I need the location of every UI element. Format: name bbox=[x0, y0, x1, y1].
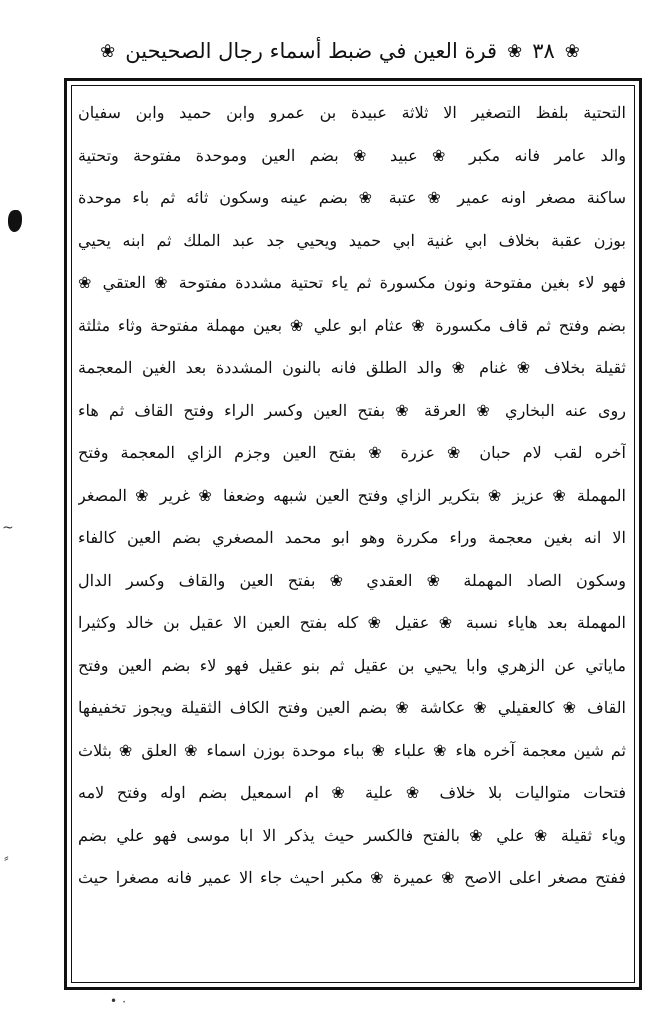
text-line: الا انه بغين معجمة وراء مكررة وهو ابو محمد المصغري بضم العين كالفاء bbox=[78, 528, 626, 547]
text-line: روى عنه البخاري ❀ العرقة ❀ بفتح العين وكسر الراء وفتح القاف ثم هاء bbox=[78, 400, 626, 420]
text-line: ثم شين معجمة آخره هاء ❀ علباء ❀ بباء موحدة بوزن اسماء ❀ العلق ❀ بثلاث bbox=[78, 740, 626, 760]
text-line: ماياتي عن الزهري وابا يحيي بن عقيل ثم بنو عقيل فهو لاء بضم العين وفتح bbox=[78, 655, 626, 675]
text-line: والد عامر فانه مكبر ❀ عبيد ❀ بضم العين وموحدة مفتوحة وتحتية bbox=[78, 145, 626, 165]
body-text bbox=[78, 92, 626, 984]
text-line: فتحات متواليات بلا خلاف ❀ علية ❀ ام اسمعيل بضم اوله وفتح لامه bbox=[78, 783, 626, 802]
page-title: قرة العين في ضبط أسماء رجال الصحيحين bbox=[125, 39, 498, 63]
text-line: وياء ثقيلة ❀ علي ❀ بالفتح فالكسر حيث يذكر الا ابا موسى فهو علي بضم bbox=[78, 825, 626, 845]
text-line: ساكنة مصغر اونه عمير ❀ عتبة ❀ بضم عينه وسكون ثائه ثم باء موحدة bbox=[78, 188, 626, 207]
text-line: فهو لاء بغين مفتوحة ونون مكسورة ثم ياء تحتية مشددة مفتوحة ❀ العتقي ❀ bbox=[78, 273, 626, 292]
footer-marks: • ٠ bbox=[110, 994, 128, 1008]
text-line: بوزن عقبة بخلاف ابي غنية ابي حميد ويحيي جد عبد الملك ثم ابنه يحيي bbox=[78, 230, 626, 250]
text-line: القاف ❀ كالعقيلي ❀ عكاشة ❀ بضم العين وفتح الكاف الثقيلة ويجوز تخفيفها bbox=[78, 698, 626, 717]
text-line: آخره لقب لام حبان ❀ عزرة ❀ بفتح العين وجزم الزاي المعجمة وفتح bbox=[78, 443, 626, 462]
page-header bbox=[90, 28, 590, 74]
ornament-icon: ❀ bbox=[507, 40, 523, 62]
text-line: وسكون الصاد المهملة ❀ العقدي ❀ بفتح العين والقاف وكسر الدال bbox=[78, 570, 626, 590]
page-number: ٣٨ bbox=[532, 39, 555, 63]
margin-mark: ⸗ bbox=[4, 850, 9, 866]
text-line: ثقيلة بخلاف ❀ غنام ❀ والد الطلق فانه بالنون المشددة بعد الغين المعجمة bbox=[78, 358, 626, 377]
text-line: بضم وفتح ثم قاف مكسورة ❀ عثام ابو علي ❀ بعين مهملة مفتوحة وثاء مثلثة bbox=[78, 315, 626, 335]
ornament-icon: ❀ bbox=[100, 40, 116, 62]
text-line: ففتح مصغر اعلى الاصح ❀ عميرة ❀ مكبر احيث جاء الا عمير فانه مصغرا حيث bbox=[78, 868, 626, 887]
text-line: التحتية بلفظ التصغير الا ثلاثة عبيدة بن عمرو وابن حميد وابن سفيان bbox=[78, 103, 626, 122]
margin-mark: ~ bbox=[2, 520, 14, 536]
text-line: المهملة ❀ عزيز ❀ بتكرير الزاي وفتح العين شبهه وضعفا ❀ غرير ❀ المصغر bbox=[78, 485, 626, 505]
text-line: المهملة بعد هاياء نسبة ❀ عقيل ❀ كله بفتح العين الا عقيل بن خالد وكثيرا bbox=[78, 613, 626, 632]
ornament-icon: ❀ bbox=[564, 40, 580, 62]
ink-blot-icon bbox=[8, 210, 22, 232]
